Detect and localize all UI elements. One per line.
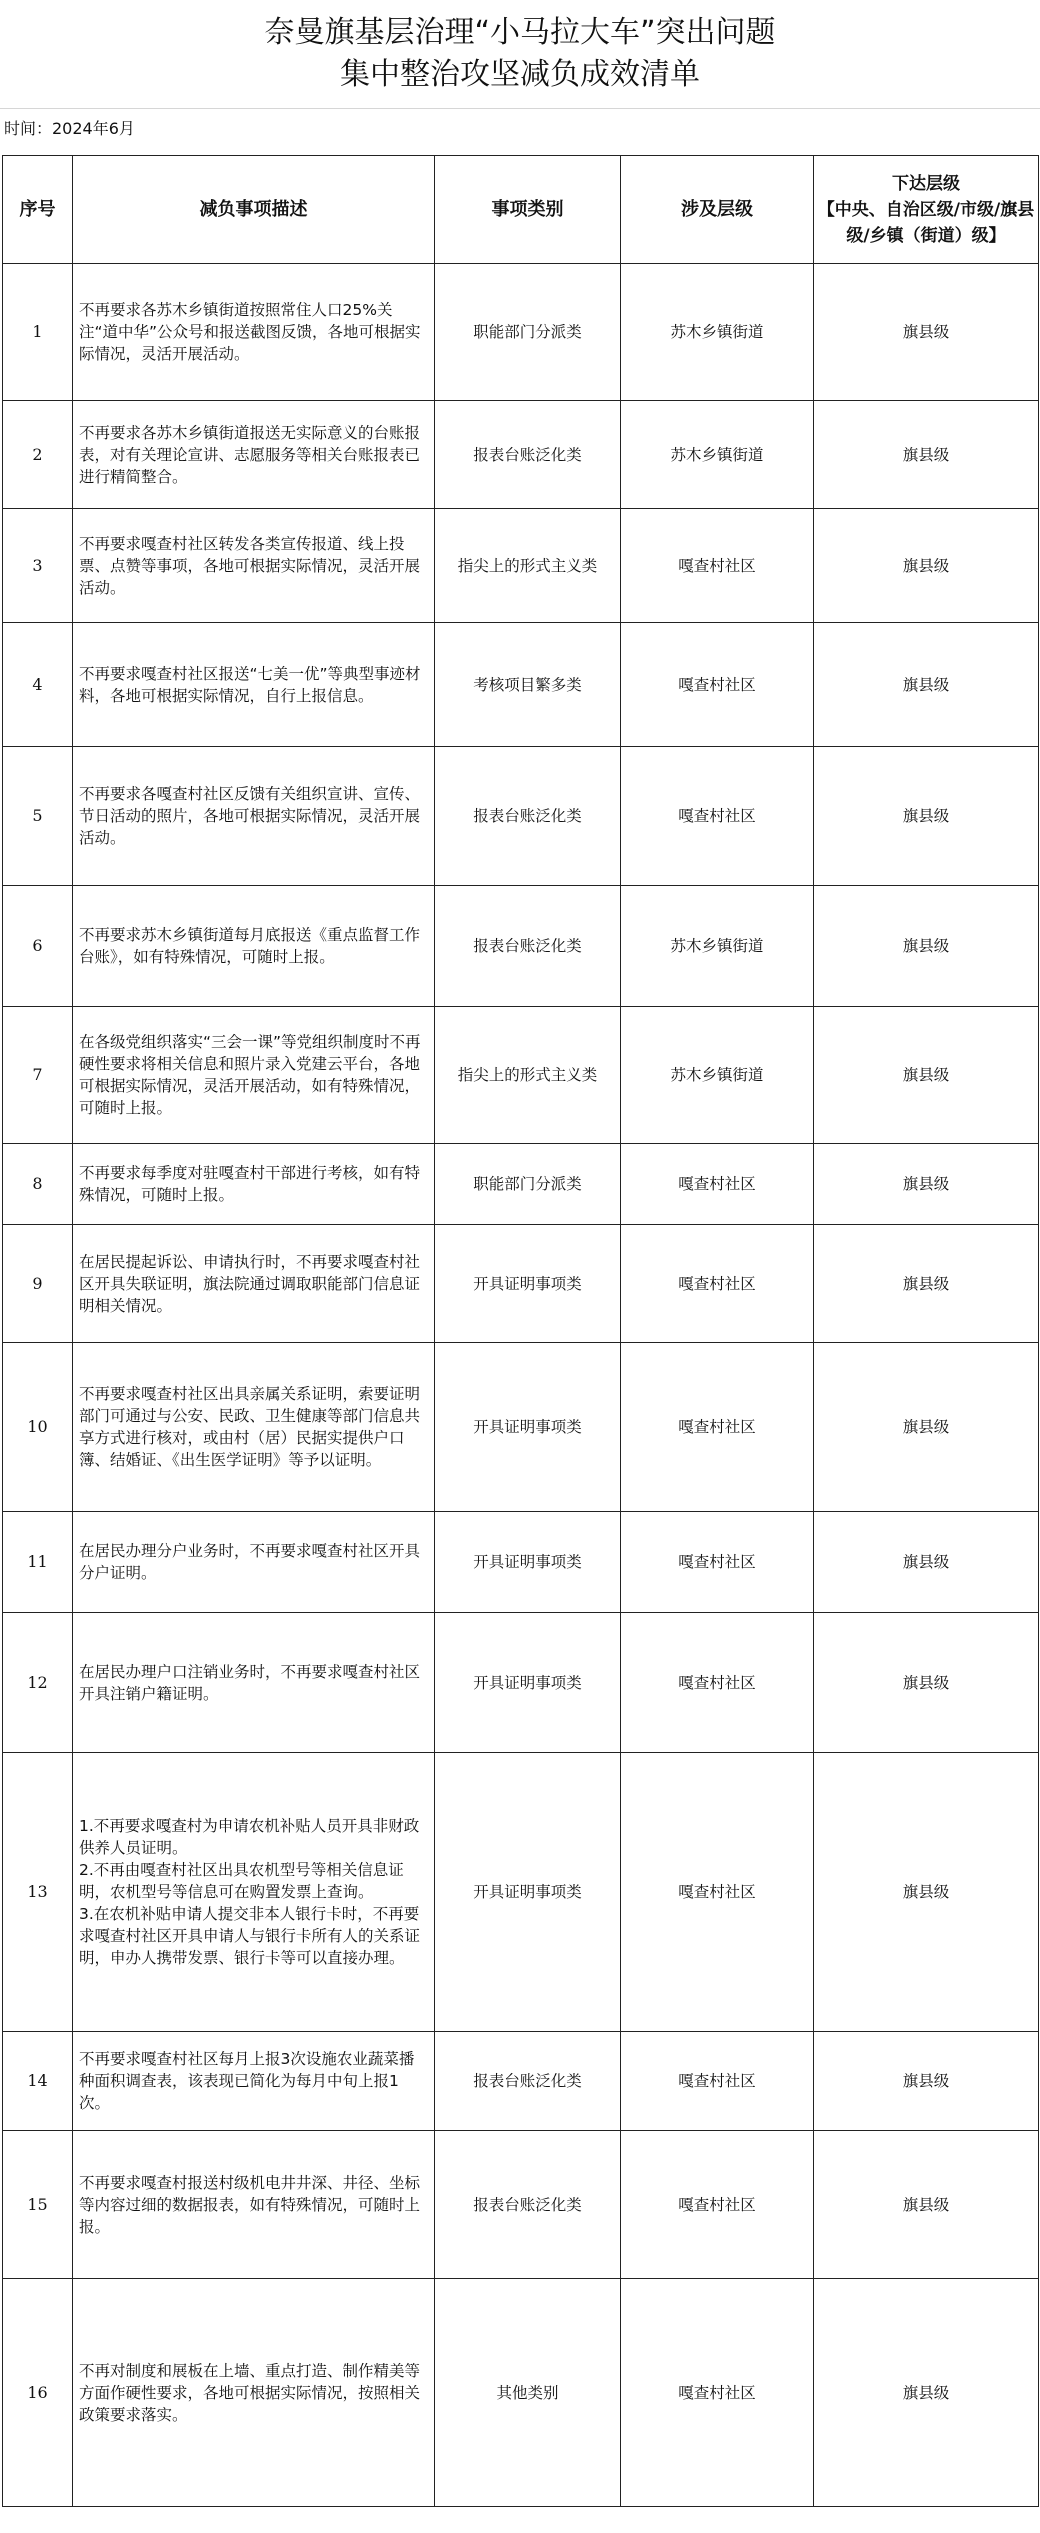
row-description: 不再要求各嘎查村社区反馈有关组织宣讲、宣传、节日活动的照片，各地可根据实际情况，灵活开展活动。 <box>73 747 435 886</box>
row-category: 开具证明事项类 <box>435 1613 621 1753</box>
header-level: 涉及层级 <box>621 156 814 264</box>
table-row <box>3 401 1039 509</box>
row-category: 开具证明事项类 <box>435 1225 621 1343</box>
header-category: 事项类别 <box>435 156 621 264</box>
row-issued-level: 旗县级 <box>814 1512 1039 1613</box>
row-level: 苏木乡镇街道 <box>621 1007 814 1144</box>
row-category: 职能部门分派类 <box>435 1144 621 1225</box>
row-number: 15 <box>3 2131 73 2279</box>
row-category: 指尖上的形式主义类 <box>435 1007 621 1144</box>
row-description: 不再要求嘎查村报送村级机电井井深、井径、坐标等内容过细的数据报表，如有特殊情况，可随时上报。 <box>73 2131 435 2279</box>
row-number: 5 <box>3 747 73 886</box>
table-row <box>3 2032 1039 2131</box>
row-number: 9 <box>3 1225 73 1343</box>
row-number: 7 <box>3 1007 73 1144</box>
row-description: 不再要求嘎查村社区每月上报3次设施农业蔬菜播种面积调查表，该表现已简化为每月中旬上报1次。 <box>73 2032 435 2131</box>
row-description: 不再要求嘎查村社区转发各类宣传报道、线上投票、点赞等事项，各地可根据实际情况，灵活开展活动。 <box>73 509 435 623</box>
header-desc: 减负事项描述 <box>73 156 435 264</box>
row-issued-level: 旗县级 <box>814 1225 1039 1343</box>
row-level: 嘎查村社区 <box>621 1753 814 2032</box>
row-level: 嘎查村社区 <box>621 1343 814 1512</box>
row-level: 嘎查村社区 <box>621 509 814 623</box>
table-row <box>3 1613 1039 1753</box>
row-category: 报表台账泛化类 <box>435 2131 621 2279</box>
row-issued-level: 旗县级 <box>814 2131 1039 2279</box>
table-row <box>3 264 1039 401</box>
table-row <box>3 886 1039 1007</box>
row-description: 在各级党组织落实“三会一课”等党组织制度时不再硬性要求将相关信息和照片录入党建云平台，各地可根据实际情况，灵活开展活动，如有特殊情况，可随时上报。 <box>73 1007 435 1144</box>
row-category: 报表台账泛化类 <box>435 886 621 1007</box>
row-number: 10 <box>3 1343 73 1512</box>
row-level: 嘎查村社区 <box>621 2131 814 2279</box>
row-category: 职能部门分派类 <box>435 264 621 401</box>
row-issued-level: 旗县级 <box>814 1007 1039 1144</box>
row-description: 在居民办理分户业务时，不再要求嘎查村社区开具分户证明。 <box>73 1512 435 1613</box>
row-number: 13 <box>3 1753 73 2032</box>
row-description: 1.不再要求嘎查村为申请农机补贴人员开具非财政供养人员证明。 2.不再由嘎查村社区出具农机型号等相关信息证明，农机型号等信息可在购置发票上查询。 3.在农机补贴申请人提交非本人银行卡时，不再要求嘎查村社区开具申请人与银行卡所有人的关系证明，申办人携带发票、银行卡等可以直接办理。 <box>73 1753 435 2032</box>
row-level: 嘎查村社区 <box>621 1512 814 1613</box>
row-issued-level: 旗县级 <box>814 1144 1039 1225</box>
row-category: 其他类别 <box>435 2279 621 2507</box>
row-level: 嘎查村社区 <box>621 623 814 747</box>
row-number: 4 <box>3 623 73 747</box>
row-category: 报表台账泛化类 <box>435 401 621 509</box>
table-row <box>3 1753 1039 2032</box>
document-title <box>0 0 1040 109</box>
row-description: 不再要求每季度对驻嘎查村干部进行考核，如有特殊情况，可随时上报。 <box>73 1144 435 1225</box>
table-row <box>3 2279 1039 2507</box>
row-category: 开具证明事项类 <box>435 1512 621 1613</box>
row-description: 不再对制度和展板在上墙、重点打造、制作精美等方面作硬性要求，各地可根据实际情况，按照相关政策要求落实。 <box>73 2279 435 2507</box>
title-line-1: 奈曼旗基层治理“小马拉大车”突出问题 <box>264 15 776 50</box>
row-level: 苏木乡镇街道 <box>621 886 814 1007</box>
row-level: 嘎查村社区 <box>621 1225 814 1343</box>
row-number: 12 <box>3 1613 73 1753</box>
row-issued-level: 旗县级 <box>814 747 1039 886</box>
row-description: 不再要求各苏木乡镇街道报送无实际意义的台账报表，对有关理论宣讲、志愿服务等相关台账报表已进行精简整合。 <box>73 401 435 509</box>
row-category: 报表台账泛化类 <box>435 2032 621 2131</box>
row-level: 嘎查村社区 <box>621 2032 814 2131</box>
header-issued-level: 下达层级 【中央、自治区级/市级/旗县级/乡镇（街道）级】 <box>814 156 1039 264</box>
row-level: 嘎查村社区 <box>621 2279 814 2507</box>
row-issued-level: 旗县级 <box>814 1343 1039 1512</box>
row-number: 14 <box>3 2032 73 2131</box>
row-description: 在居民提起诉讼、申请执行时，不再要求嘎查村社区开具失联证明，旗法院通过调取职能部门信息证明相关情况。 <box>73 1225 435 1343</box>
table-row <box>3 747 1039 886</box>
table-header-row <box>3 156 1039 264</box>
row-issued-level: 旗县级 <box>814 1613 1039 1753</box>
table-row <box>3 509 1039 623</box>
table-row <box>3 2131 1039 2279</box>
row-number: 8 <box>3 1144 73 1225</box>
row-number: 2 <box>3 401 73 509</box>
table-row <box>3 623 1039 747</box>
table-row <box>3 1144 1039 1225</box>
row-category: 开具证明事项类 <box>435 1753 621 2032</box>
row-level: 苏木乡镇街道 <box>621 264 814 401</box>
row-number: 3 <box>3 509 73 623</box>
table-row <box>3 1343 1039 1512</box>
row-category: 指尖上的形式主义类 <box>435 509 621 623</box>
row-level: 嘎查村社区 <box>621 1144 814 1225</box>
row-category: 报表台账泛化类 <box>435 747 621 886</box>
table-row <box>3 1007 1039 1144</box>
row-issued-level: 旗县级 <box>814 509 1039 623</box>
row-issued-level: 旗县级 <box>814 401 1039 509</box>
row-description: 不再要求嘎查村社区出具亲属关系证明，索要证明部门可通过与公安、民政、卫生健康等部门信息共享方式进行核对，或由村（居）民据实提供户口簿、结婚证、《出生医学证明》等予以证明。 <box>73 1343 435 1512</box>
title-line-2: 集中整治攻坚减负成效清单 <box>340 57 700 92</box>
row-level: 嘎查村社区 <box>621 747 814 886</box>
row-number: 16 <box>3 2279 73 2507</box>
row-issued-level: 旗县级 <box>814 264 1039 401</box>
row-number: 11 <box>3 1512 73 1613</box>
row-number: 1 <box>3 264 73 401</box>
header-no: 序号 <box>3 156 73 264</box>
row-issued-level: 旗县级 <box>814 2279 1039 2507</box>
row-description: 不再要求苏木乡镇街道每月底报送《重点监督工作台账》，如有特殊情况，可随时上报。 <box>73 886 435 1007</box>
row-description: 不再要求嘎查村社区报送“七美一优”等典型事迹材料，各地可根据实际情况，自行上报信息。 <box>73 623 435 747</box>
row-category: 考核项目繁多类 <box>435 623 621 747</box>
row-issued-level: 旗县级 <box>814 623 1039 747</box>
row-issued-level: 旗县级 <box>814 886 1039 1007</box>
row-issued-level: 旗县级 <box>814 2032 1039 2131</box>
row-description: 在居民办理户口注销业务时，不再要求嘎查村社区开具注销户籍证明。 <box>73 1613 435 1753</box>
table-row <box>3 1512 1039 1613</box>
row-description: 不再要求各苏木乡镇街道按照常住人口25%关注“道中华”公众号和报送截图反馈，各地可根据实际情况，灵活开展活动。 <box>73 264 435 401</box>
row-category: 开具证明事项类 <box>435 1343 621 1512</box>
row-issued-level: 旗县级 <box>814 1753 1039 2032</box>
table-row <box>3 1225 1039 1343</box>
row-level: 嘎查村社区 <box>621 1613 814 1753</box>
burden-reduction-table <box>2 155 1039 2507</box>
row-level: 苏木乡镇街道 <box>621 401 814 509</box>
time-label: 时间：2024年6月 <box>4 119 135 138</box>
row-number: 6 <box>3 886 73 1007</box>
